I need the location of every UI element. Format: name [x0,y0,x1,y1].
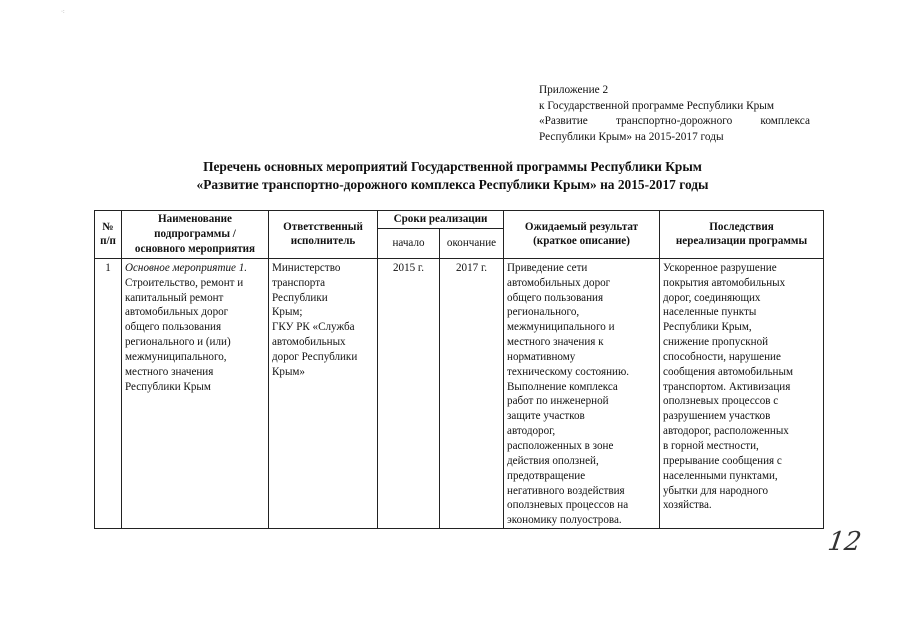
cell-executor: Министерство транспорта Республики Крым; ГКУ РК «Служба автомобильных дорог Республики Крым» [269,258,378,528]
appendix-line-2: к Государственной программе Республики Крым [539,99,775,112]
header-consequences: Последствия нереализации программы [660,211,824,259]
appendix-word: транспортно-дорожного [615,115,733,128]
activities-table [94,210,824,529]
title-line-1: Перечень основных мероприятий Государственной программы Республики Крым [203,159,702,174]
cell-num: 1 [95,258,122,528]
cell-name: Основное мероприятие 1. Строительство, ремонт и капитальный ремонт автомобильных дорог общего пользования регионального и (или) межмуниципального, местного значения Республики Крым [122,258,269,528]
handwritten-page-number: 12 [825,527,864,557]
cell-start: 2015 г. [378,258,440,528]
document-title [90,158,815,193]
activity-label: Основное мероприятие 1. [125,261,248,274]
appendix-line-4: Республики Крым» на 2015-2017 годы [539,130,724,143]
header-name: Наименование подпрограммы / основного мероприятия [122,211,269,259]
header-num: № п/п [95,211,122,259]
header-result: Ожидаемый результат (краткое описание) [504,211,660,259]
cell-result: Приведение сети автомобильных дорог общего пользования регионального, межмуниципального и местного значения к нормативному техническому состоянию. Выполнение комплекса работ по инженерной защите участков автодорог, расположенных в зоне действия оползней, предотвращение негативного воздействия оползневых процессов на экономику полуострова. [504,258,660,528]
appendix-word: комплекса [760,115,810,128]
title-line-2: «Развитие транспортно-дорожного комплекса Республики Крым» на 2015-2017 годы [196,176,709,192]
cell-end: 2017 г. [440,258,504,528]
appendix-line-1: Приложение 2 [539,84,609,96]
appendix-word: «Развитие [539,115,588,128]
header-end: окончание [440,228,504,258]
appendix-line-3 [539,114,810,130]
header-terms: Сроки реализации [378,211,504,229]
scan-speck: ·: [61,9,65,15]
appendix-note [539,83,810,145]
header-executor: Ответственный исполнитель [269,211,378,259]
cell-consequences: Ускоренное разрушение покрытия автомобильных дорог, соединяющих населенные пункты Республики Крым, снижение пропускной способности, нарушение сообщения автомобильным транспортом. Активизация оползневых процессов с разрушением участков автодорог, расположенных в горной местности, прерывание сообщения с населенными пунктами, убытки для народного хозяйства. [660,258,824,528]
header-start: начало [378,228,440,258]
table-row [95,258,824,528]
